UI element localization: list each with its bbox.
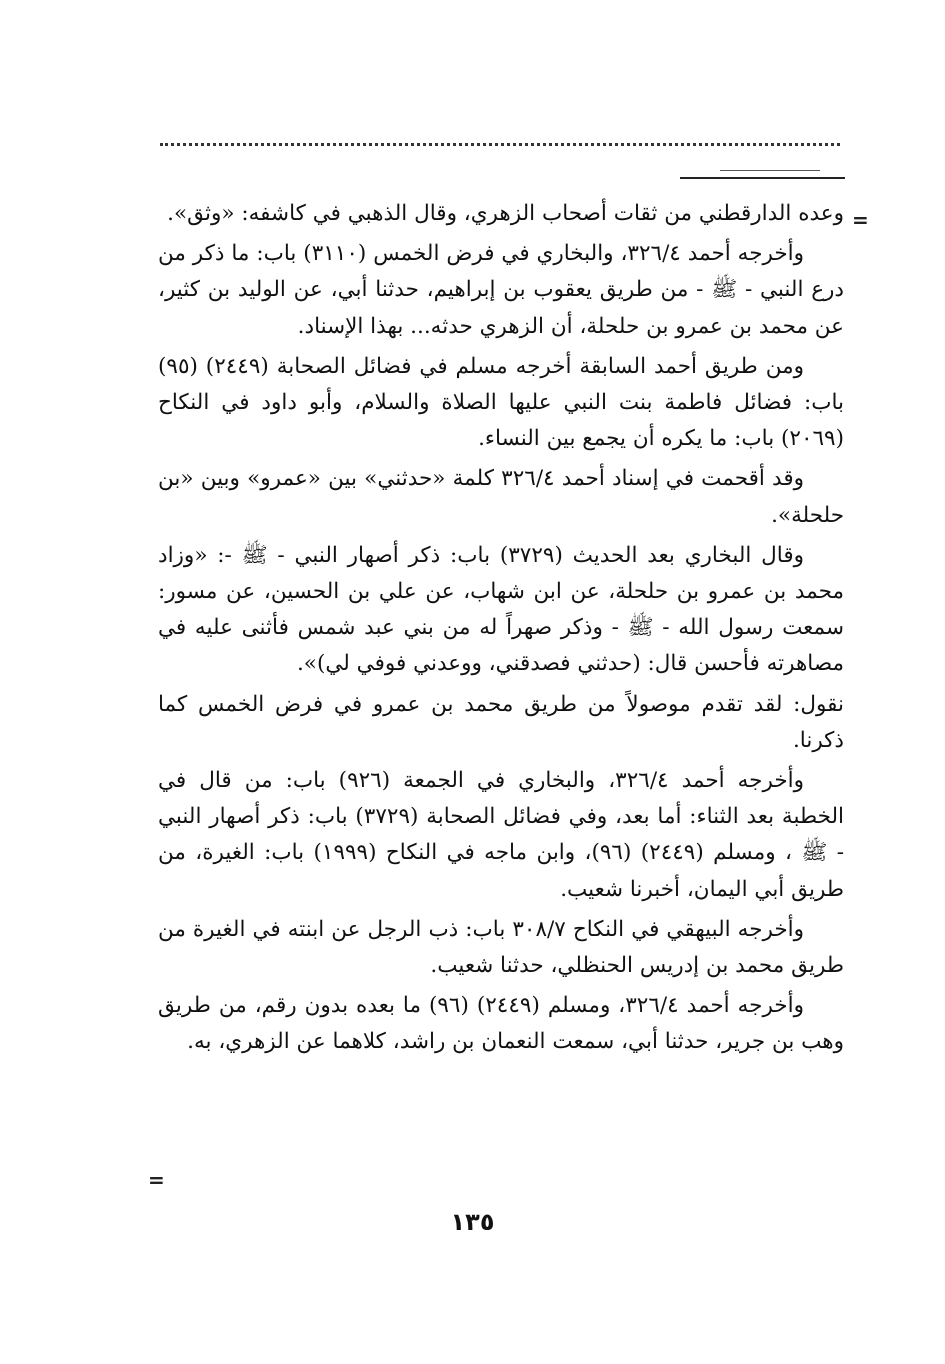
footnote-separator-upper [720, 170, 820, 171]
paragraph-3: ومن طريق أحمد السابقة أخرجه مسلم في فضائل الصحابة (٢٤٤٩) (٩٥) باب: فضائل فاطمة بنت النبي عليها الصلاة والسلام، وأبو داود في النكاح (٢٠٦٩) باب: ما يكره أن يجمع بين النساء. [158, 353, 844, 452]
dotted-separator [160, 143, 840, 146]
paragraph-6: نقول: لقد تقدم موصولاً من طريق محمد بن عمرو في فرض الخمس كما ذكرنا. [158, 691, 844, 753]
paragraph-8: وأخرجه البيهقي في النكاح ٣٠٨/٧ باب: ذب الرجل عن ابنته في الغيرة من طريق محمد بن إدريس الحنظلي، حدثنا شعيب. [158, 916, 844, 979]
footnote-text [158, 196, 844, 1065]
paragraph-2: وأخرجه أحمد ٣٢٦/٤، والبخاري في فرض الخمس (٣١١٠) باب: ما ذكر من درع النبي - ﷺ - من طريق يعقوب بن إبراهيم، حدثنا أبي، عن الوليد بن كثير، عن محمد بن عمرو بن حلحلة، أن الزهري حدثه... بهذا الإسناد. [158, 241, 844, 339]
paragraph-1: وعده الدارقطني من ثقات أصحاب الزهري، وقال الذهبي في كاشفه: «وثق». [167, 201, 844, 226]
paragraph-7: وأخرجه أحمد ٣٢٦/٤، والبخاري في الجمعة (٩٢٦) باب: من قال في الخطبة بعد الثناء: أما بعد، وفي فضائل الصحابة (٣٧٢٩) باب: ذكر أصهار النبي - ﷺ ، ومسلم (٢٤٤٩) (٩٦)، وابن ماجه في النكاح (١٩٩٩) باب: الغيرة، من طريق أبي اليمان، أخبرنا شعيب. [158, 768, 844, 902]
paragraph-4: وقد أقحمت في إسناد أحمد ٣٢٦/٤ كلمة «حدثني» بين «عمرو» وبين «بن حلحلة». [158, 466, 844, 528]
page-number: ١٣٥ [450, 1208, 495, 1236]
continuation-mark-bottom: = [148, 1168, 165, 1192]
paragraph-5: وقال البخاري بعد الحديث (٣٧٢٩) باب: ذكر أصهار النبي - ﷺ -: «وزاد محمد بن عمرو بن حلحلة، عن ابن شهاب، عن علي بن الحسين، عن مسور: سمعت رسول الله - ﷺ - وذكر صهراً له من بني عبد شمس فأثنى عليه في مصاهرته فأحسن قال: (حدثني فصدقني، ووعدني فوفي لي)». [158, 542, 844, 677]
paragraph-9: وأخرجه أحمد ٣٢٦/٤، ومسلم (٢٤٤٩) (٩٦) ما بعده بدون رقم، من طريق وهب بن جرير، حدثنا أبي، سمعت النعمان بن راشد، كلاهما عن الزهري، به. [158, 993, 844, 1055]
continuation-mark-top: = [852, 208, 869, 232]
footnote-separator [680, 177, 845, 179]
